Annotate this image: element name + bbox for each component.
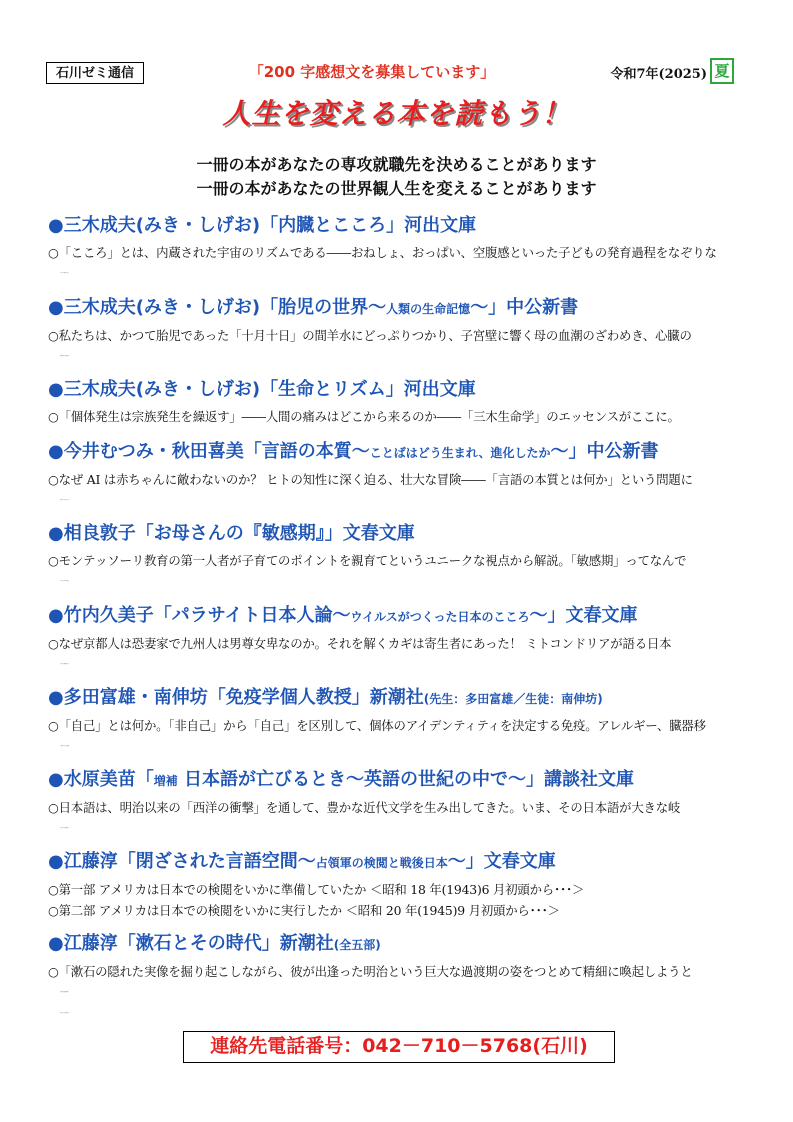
- book-title-subtitle: ウイルスがつくった日本のこころ: [350, 610, 530, 624]
- book-title: [48, 440, 754, 465]
- book-title-main: ●江藤淳「閉ざされた言語空間～: [48, 851, 316, 872]
- recruit-banner: 「200 字感想文を募集しています」: [248, 63, 496, 81]
- description-line: [48, 818, 754, 839]
- book-entry: [48, 686, 754, 757]
- book-description: [48, 325, 754, 367]
- book-title-main: ●多田富雄・南伸坊「免疫学個人教授」新潮社: [48, 687, 424, 708]
- book-title: [48, 932, 754, 957]
- book-title-tail: 日本語が亡びるとき～英語の世紀の中で～」講談社文庫: [177, 769, 634, 790]
- description-line: [48, 654, 754, 675]
- book-entry: [48, 604, 754, 675]
- book-entry: [48, 440, 754, 511]
- subheadline-1: 一冊の本があなたの専攻就職先を決めることがあります: [196, 155, 597, 174]
- page-headline: 人生を変える本を読もう！: [222, 97, 571, 130]
- book-description: [48, 797, 754, 839]
- book-title-main: ●今井むつみ・秋田喜美「言語の本質～: [48, 441, 370, 462]
- book-title-main: ●竹内久美子「パラサイト日本人論～: [48, 605, 351, 626]
- book-entry: [48, 214, 754, 284]
- description-line: ○「個体発生は宗族発生を繰返す」――人間の痛みはどこから来るのか――「三木生命学」のエッセンスがここに。: [48, 409, 680, 424]
- book-title-tail: ～」文春文庫: [529, 605, 638, 626]
- book-title: [48, 604, 754, 629]
- book-title-subtitle: ことばはどう生まれ、進化したか: [369, 446, 551, 460]
- description-line: ○「自己」とは何か。「非自己」から「自己」を区別して、個体のアイデンティティを決定する免疫。アレルギー、臓器移: [48, 718, 706, 733]
- description-line: [48, 571, 754, 592]
- book-title-subtitle: (先生：多田富雄／生徒：南伸坊): [423, 692, 603, 706]
- book-title: [48, 378, 754, 402]
- description-line: ○日本語は、明治以来の「西洋の衝撃」を通して、豊かな近代文学を生み出してきた。いま、その日本語が大きな岐: [48, 800, 681, 815]
- book-title-subtitle: 人類の生命記憶: [386, 302, 471, 316]
- book-description: [48, 715, 754, 757]
- book-entry: [48, 932, 754, 1024]
- description-line: ○なぜ AI は赤ちゃんに敵わないのか？ ヒトの知性に深く迫る、壮大な冒険――「言語の本質とは何か」という問題に: [48, 472, 693, 487]
- book-title-main: ●三木成夫(みき・しげお)「生命とリズム」河出文庫: [48, 379, 476, 400]
- book-title: [48, 850, 754, 875]
- description-line: [48, 1003, 754, 1024]
- description-line: [48, 263, 754, 284]
- book-title-main: ●水原美苗「: [48, 769, 154, 790]
- book-description: [48, 469, 754, 511]
- season-badge: 夏: [710, 58, 734, 84]
- book-title-main: ●江藤淳「漱石とその時代」新潮社: [48, 933, 334, 954]
- newsletter-badge: 石川ゼミ通信: [46, 62, 144, 84]
- book-entry: [48, 378, 754, 427]
- book-description: [48, 961, 754, 1024]
- description-line: ○「漱石の隠れた実像を掘り起こしながら、彼が出逢った明治という巨大な過渡期の姿をつとめて精細に喚起しようと: [48, 964, 693, 979]
- book-title-subtitle: 占領軍の検閲と戦後日本: [315, 856, 448, 870]
- book-entry: [48, 850, 754, 921]
- book-title-tail: ～」文春文庫: [447, 851, 556, 872]
- book-title-subtitle: (全五部): [333, 938, 381, 952]
- contact-phone: 連絡先電話番号：042－710－5768(石川): [183, 1031, 615, 1063]
- book-entry: [48, 522, 754, 592]
- book-description: [48, 879, 754, 921]
- book-title-tail: ～」中公新書: [550, 441, 659, 462]
- description-line: [48, 736, 754, 757]
- description-line: ○私たちは、かつて胎児であった「十月十日」の間羊水にどっぷりつかり、子宮壁に響く母の血潮のざわめき、心臓の: [48, 328, 692, 343]
- book-entry: [48, 768, 754, 839]
- description-line: ○「こころ」とは、内蔵された宇宙のリズムである――おねしょ、おっぱい、空腹感といった子どもの発育過程をなぞりな: [48, 245, 717, 260]
- description-line: ○第二部 アメリカは日本での検閲をいかに実行したか ＜昭和 20 年(1945)9 月初頭から･･･＞: [48, 903, 560, 918]
- book-description: [48, 550, 754, 592]
- book-title-main: ●三木成夫(みき・しげお)「胎児の世界～: [48, 297, 387, 318]
- book-title-tail: ～」中公新書: [470, 297, 579, 318]
- book-description: [48, 633, 754, 675]
- book-title: [48, 522, 754, 546]
- book-title-subtitle: 増補: [153, 774, 178, 788]
- book-title: [48, 214, 754, 238]
- book-description: [48, 242, 754, 284]
- book-entry: [48, 296, 754, 367]
- book-title: [48, 768, 754, 793]
- description-line: [48, 982, 754, 1003]
- description-line: ○なぜ京都人は恐妻家で九州人は男尊女卑なのか。それを解くカギは寄生者にあった！ ミトコンドリアが語る日本: [48, 636, 672, 651]
- description-line: [48, 346, 754, 367]
- book-title: [48, 296, 754, 321]
- book-title-main: ●三木成夫(みき・しげお)「内臓とこころ」河出文庫: [48, 215, 477, 236]
- book-description: [48, 406, 754, 427]
- book-title-main: ●相良敦子「お母さんの『敏感期』」文春文庫: [48, 523, 415, 544]
- book-title: [48, 686, 754, 711]
- description-line: [48, 490, 754, 511]
- subheadline-2: 一冊の本があなたの世界観人生を変えることがあります: [196, 179, 597, 198]
- description-line: ○モンテッソーリ教育の第一人者が子育てのポイントを親育てというユニークな視点から解説。「敏感期」ってなんで: [48, 553, 687, 568]
- description-line: ○第一部 アメリカは日本での検閲をいかに準備していたか ＜昭和 18 年(1943)6 月初頭から･･･＞: [48, 882, 585, 897]
- issue-date: 令和7年(2025): [610, 67, 707, 82]
